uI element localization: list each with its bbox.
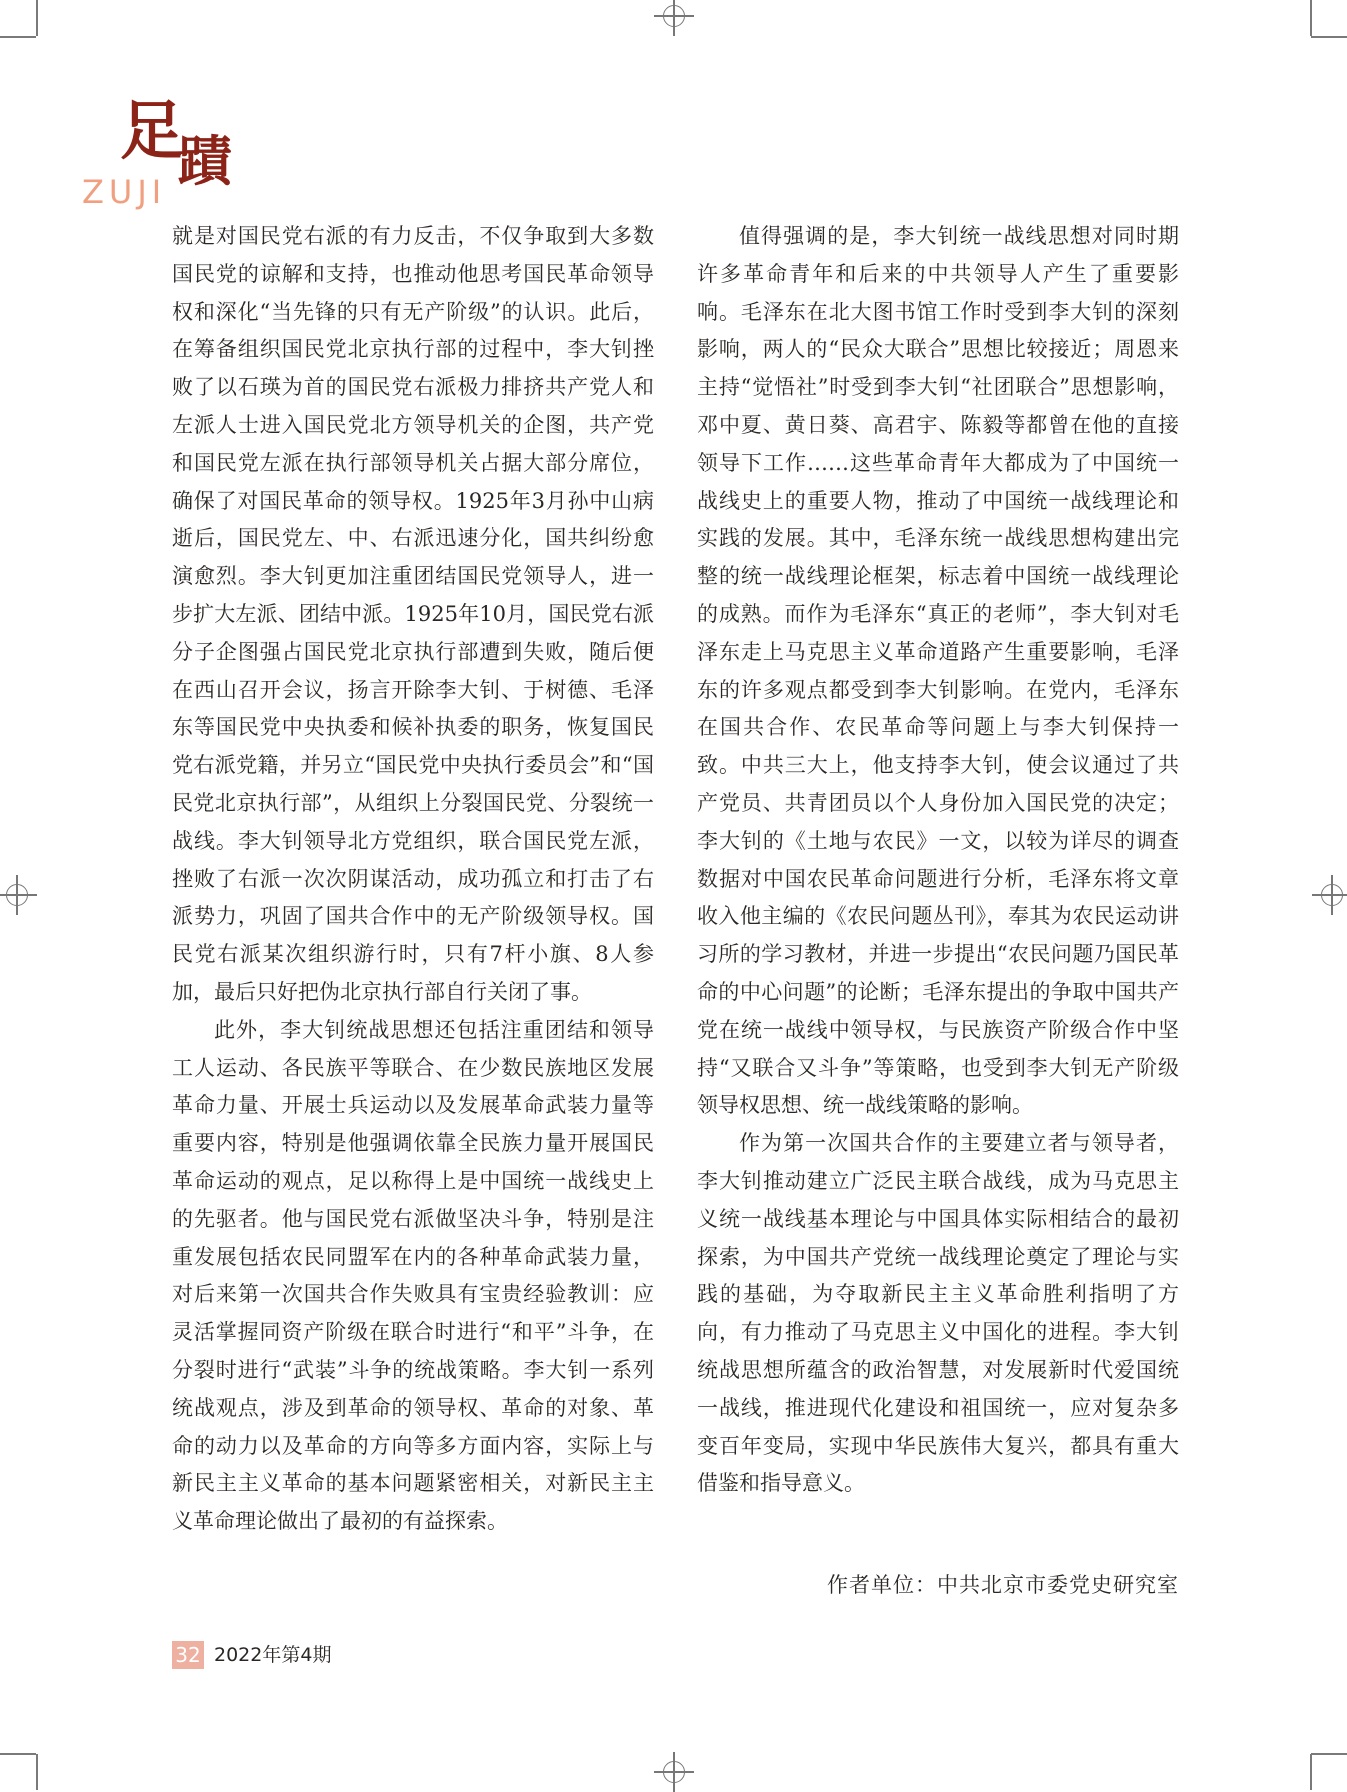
registration-mark-bottom (654, 1752, 694, 1792)
crop-mark-bl-v (36, 1754, 38, 1790)
logo-char-zu: 足 (120, 94, 184, 169)
crop-mark-tl-h (0, 36, 36, 38)
right-column (697, 218, 1179, 1503)
registration-mark-top (654, 0, 694, 36)
right-paragraph-1: 值得强调的是，李大钊统一战线思想对同时期许多革命青年和后来的中共领导人产生了重要影响。毛泽东在北大图书馆工作时受到李大钊的深刻影响，两人的“民众大联合”思想比较接近；周恩来主持“觉悟社”时受到李大钊“社团联合”思想影响，邓中夏、黄日葵、高君宇、陈毅等都曾在他的直接领导下工作……这些革命青年大都成为了中国统一战线史上的重要人物，推动了中国统一战线理论和实践的发展。其中，毛泽东统一战线思想构建出完整的统一战线理论框架，标志着中国统一战线理论的成熟。而作为毛泽东“真正的老师”，李大钊对毛泽东走上马克思主义革命道路产生重要影响，毛泽东的许多观点都受到李大钊影响。在党内，毛泽东在国共合作、农民革命等问题上与李大钊保持一致。中共三大上，他支持李大钊，使会议通过了共产党员、共青团员以个人身份加入国民党的决定；李大钊的《土地与农民》一文，以较为详尽的调查数据对中国农民革命问题进行分析，毛泽东将文章收入他主编的《农民问题丛刊》，奉其为农民运动讲习所的学习教材，并进一步提出“农民问题乃国民革命的中心问题”的论断；毛泽东提出的争取中国共产党在统一战线中领导权，与民族资产阶级合作中坚持“又联合又斗争”等策略，也受到李大钊无产阶级领导权思想、统一战线策略的影响。 (697, 224, 1179, 1118)
crop-mark-tl-v (36, 0, 38, 36)
left-paragraph-2: 此外，李大钊统战思想还包括注重团结和领导工人运动、各民族平等联合、在少数民族地区发展革命力量、开展士兵运动以及发展革命武装力量等重要内容，特别是他强调依靠全民族力量开展国民革命运动的观点，足以称得上是中国统一战线史上的先驱者。他与国民党右派做坚决斗争，特别是注重发展包括农民同盟军在内的各种革命武装力量，对后来第一次国共合作失败具有宝贵经验教训：应灵活掌握同资产阶级在联合时进行“和平”斗争，在分裂时进行“武装”斗争的统战策略。李大钊一系列统战观点，涉及到革命的领导权、革命的对象、革命的动力以及革命的方向等多方面内容，实际上与新民主主义革命的基本问题紧密相关，对新民主主义革命理论做出了最初的有益探索。 (172, 1017, 654, 1534)
crop-mark-tr-h (1311, 36, 1347, 38)
issue-label: 2022年第4期 (214, 1644, 332, 1666)
page-number: 32 (172, 1641, 204, 1669)
crop-mark-bl-h (0, 1753, 36, 1755)
registration-mark-right (1312, 875, 1347, 915)
logo-latin-text: ZUJI (82, 173, 167, 211)
author-affiliation: 作者单位：中共北京市委党史研究室 (827, 1573, 1179, 1597)
crop-mark-tr-v (1310, 0, 1312, 36)
registration-mark-left (0, 875, 37, 915)
left-column (172, 218, 654, 1541)
logo-char-ji: 蹟 (178, 129, 232, 193)
crop-mark-br-h (1311, 1753, 1347, 1755)
crop-mark-br-v (1310, 1754, 1312, 1790)
left-paragraph-1: 就是对国民党右派的有力反击，不仅争取到大多数国民党的谅解和支持，也推动他思考国民革命领导权和深化“当先锋的只有无产阶级”的认识。此后，在筹备组织国民党北京执行部的过程中，李大钊挫败了以石瑛为首的国民党右派极力排挤共产党人和左派人士进入国民党北方领导机关的企图，共产党和国民党左派在执行部领导机关占据大部分席位，确保了对国民革命的领导权。1925年3月孙中山病逝后，国民党左、中、右派迅速分化，国共纠纷愈演愈烈。李大钊更加注重团结国民党领导人，进一步扩大左派、团结中派。1925年10月，国民党右派分子企图强占国民党北京执行部遭到失败，随后便在西山召开会议，扬言开除李大钊、于树德、毛泽东等国民党中央执委和候补执委的职务，恢复国民党右派党籍，并另立“国民党中央执行委员会”和“国民党北京执行部”，从组织上分裂国民党、分裂统一战线。李大钊领导北方党组织，联合国民党左派，挫败了右派一次次阴谋活动，成功孤立和打击了右派势力，巩固了国共合作中的无产阶级领导权。国民党右派某次组织游行时，只有7杆小旗、8人参加，最后只好把伪北京执行部自行关闭了事。 (172, 224, 654, 1004)
right-paragraph-2: 作为第一次国共合作的主要建立者与领导者，李大钊推动建立广泛民主联合战线，成为马克思主义统一战线基本理论与中国具体实际相结合的最初探索，为中国共产党统一战线理论奠定了理论与实践的基础，为夺取新民主主义革命胜利指明了方向，有力推动了马克思主义中国化的进程。李大钊统战思想所蕴含的政治智慧，对发展新时代爱国统一战线，推进现代化建设和祖国统一，应对复杂多变百年变局，实现中华民族伟大复兴，都具有重大借鉴和指导意义。 (697, 1131, 1179, 1496)
